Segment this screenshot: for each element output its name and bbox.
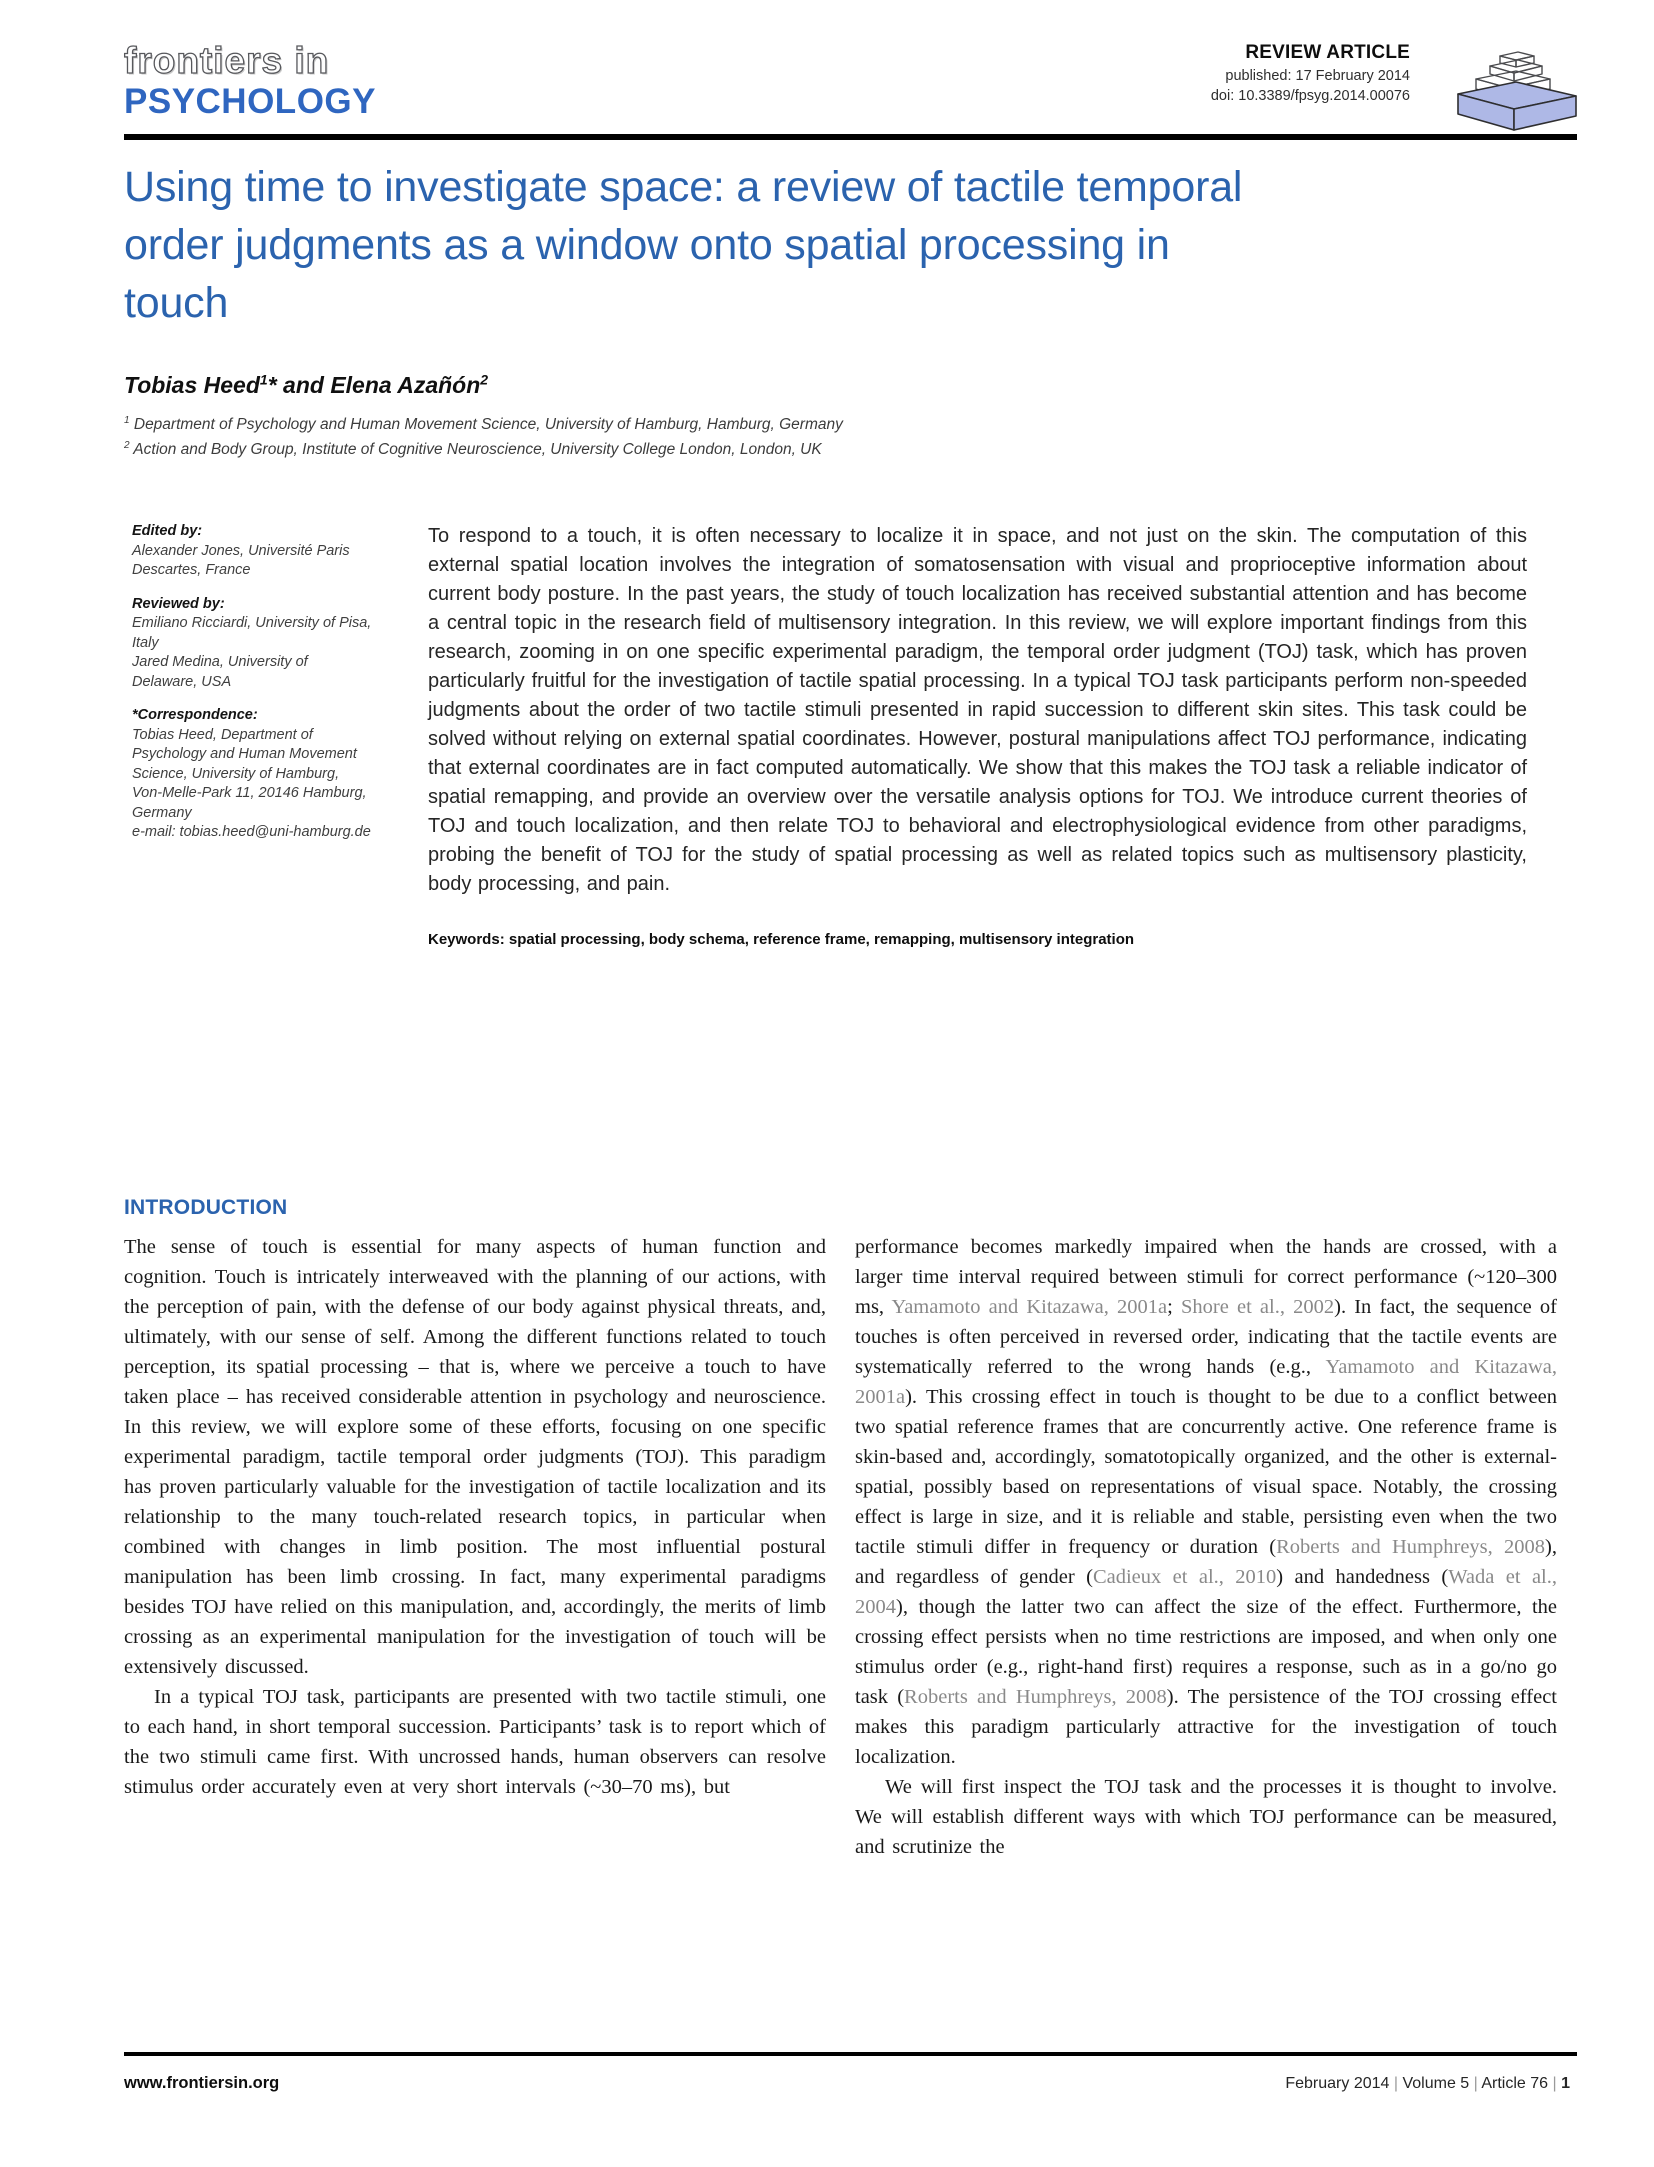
article-type-label: REVIEW ARTICLE	[1245, 42, 1410, 63]
affiliation-2: $^2$ Action and Body Group, Institute of Cognitive Neuroscience, University College London, London, UK	[124, 439, 822, 458]
title-line-1: Using time to investigate space: a review of tactile temporal	[124, 163, 1243, 211]
journal-brand	[124, 42, 376, 119]
edited-by-value: Alexander Jones, Université Paris Descartes, France	[132, 542, 350, 578]
citation-link[interactable]: Roberts and Humphreys, 2008	[1276, 1536, 1546, 1558]
edited-by-label: Edited by:	[132, 523, 203, 539]
email-link[interactable]: tobias.heed@uni-hamburg.de	[179, 824, 371, 840]
footer-rule	[124, 2052, 1577, 2056]
citation-link[interactable]: Roberts and Humphreys, 2008	[904, 1686, 1167, 1708]
correspondence-email-line	[132, 823, 372, 843]
affiliations	[124, 412, 843, 462]
intro-right-paragraph-2: We will first inspect the TOJ task and the processes it is thought to involve. We will establish different ways with which TOJ performance can be measured, and scrutinize the	[855, 1776, 1557, 1858]
intro-left-paragraph-2: In a typical TOJ task, participants are presented with two tactile stimuli, one to each hand, in short temporal succession. Participants’ task is to report which of the two stimuli came first. With uncrossed hands, human observers can resolve stimulus order accurately even at very short intervals (~30–70 ms), but	[124, 1686, 826, 1798]
frontiers-cubes-logo-icon	[1454, 50, 1580, 132]
reviewer-1: Emiliano Ricciardi, University of Pisa, Italy	[132, 615, 372, 651]
intro-right-paragraph-1: performance becomes markedly impaired when the hands are crossed, with a larger time interval required between stimuli for correct performance (~120–300 ms, Yamamoto and Kitazawa, 2001a; Shore et al., 2002). In fact, the sequence of touches is often perceived in reversed order, indicating that the tactile events are systematically referred to the wrong hands (e.g., Yamamoto and Kitazawa, 2001a). This crossing effect in touch is thought to be due to a conflict between two spatial reference frames that are concurrently active. One reference frame is skin-based and, accordingly, somatotopically organized, and the other is external-spatial, possibly based on representations of visual space. Notably, the crossing effect is large in size, and it is reliable and stable, persisting even when the two tactile stimuli differ in frequency or duration (Roberts and Humphreys, 2008), and regardless of gender (Cadieux et al., 2010) and handedness (Wada et al., 2004), though the latter two can affect the size of the effect. Furthermore, the crossing effect persists when no time restrictions are imposed, and when only one stimulus order (e.g., right-hand first) requires a response, such as in a go/no go task (Roberts and Humphreys, 2008). The persistence of the TOJ crossing effect makes this paradigm particularly attractive for the investigation of touch localization.	[855, 1236, 1557, 1768]
citation-link[interactable]: Cadieux et al., 2010	[1092, 1566, 1277, 1588]
title-line-2: order judgments as a window onto spatial processing in	[124, 221, 1170, 269]
published-date: published: 17 February 2014	[1225, 68, 1410, 84]
footer-site-link[interactable]: www.frontiersin.org	[124, 2074, 280, 2092]
citation-link[interactable]: Shore et al., 2002	[1181, 1296, 1335, 1318]
correspondence-address: Tobias Heed, Department of Psychology and Human Movement Science, University of Hamburg, Von-Melle-Park 11, 20146 Hamburg, Germany	[132, 726, 367, 821]
article-title	[124, 158, 1524, 332]
page-footer	[124, 2074, 1570, 2093]
email-label: e-mail:	[132, 824, 180, 840]
keywords-line: Keywords: spatial processing, body schema, reference frame, remapping, multisensory integration	[428, 931, 1135, 948]
editorial-sidebar	[132, 522, 372, 948]
affiliation-1: $^1$ Department of Psychology and Human Movement Science, University of Hamburg, Hamburg, Germany	[124, 414, 843, 433]
section-heading-introduction: INTRODUCTION	[124, 1196, 288, 1219]
header-rule	[124, 134, 1577, 140]
intro-right-column	[855, 1232, 1557, 1862]
abstract-column	[428, 522, 1527, 948]
abstract-text: To respond to a touch, it is often necessary to localize it in space, and not just on the skin. The computation of this external spatial location involves the integration of somatosensation with visual and proprioceptive information about current body posture. In the past years, the study of touch localization has received substantial attention and has become a central topic in the research field of multisensory integration. In this review, we will explore important findings from this research, zooming in on one specific experimental paradigm, the temporal order judgment (TOJ) task, which has proven particularly fruitful for the investigation of tactile spatial processing. In a typical TOJ task participants perform non-speeded judgments about the order of two tactile stimuli presented in rapid succession to different skin sites. This task could be solved without relying on external spatial coordinates. However, postural manipulations affect TOJ performance, indicating that external coordinates are in fact computed automatically. We show that this makes the TOJ task a reliable indicator of spatial remapping, and provide an overview over the versatile analysis options for TOJ. We introduce current theories of TOJ and touch localization, and then relate TOJ to behavioral and electrophysiological evidence from other paradigms, probing the benefit of TOJ for the study of spatial processing as well as related topics such as multisensory plasticity, body processing, and pain.	[428, 525, 1527, 895]
brand-frontiers-in: frontiers in	[124, 40, 330, 81]
intro-left-column	[124, 1232, 826, 1862]
reviewed-by-label: Reviewed by:	[132, 595, 225, 612]
reviewer-2: Jared Medina, University of Delaware, USA	[132, 654, 308, 690]
citation-link[interactable]: Yamamoto and Kitazawa, 2001a	[891, 1296, 1168, 1318]
authors-line: Tobias Heed$^1$* and Elena Azañón$^2$	[124, 371, 489, 398]
doi-link[interactable]: doi: 10.3389/fpsyg.2014.00076	[1210, 88, 1410, 104]
intro-left-paragraph-1: The sense of touch is essential for many aspects of human function and cognition. Touch is intricately interweaved with the planning of our actions, with the perception of pain, with the defense of our body against physical threats, and, ultimately, with our sense of self. Among the different functions related to touch perception, its spatial processing – that is, where we perceive a touch to have taken place – has received considerable attention in psychology and neuroscience. In this review, we will explore some of these efforts, focusing on one specific experimental paradigm, tactile temporal order judgments (TOJ). This paradigm has proven particularly valuable for the investigation of tactile localization and its relationship to the many touch-related research topics, in particular when combined with changes in limb position. The most influential postural manipulation has been limb crossing. In fact, many experimental paradigms besides TOJ have relied on this manipulation, and, accordingly, the merits of limb crossing as an experimental manipulation for the investigation of touch will be extensively discussed.	[124, 1236, 826, 1678]
brand-psychology: PSYCHOLOGY	[124, 82, 376, 121]
introduction-section	[124, 1196, 1557, 1862]
publication-info	[1211, 42, 1410, 104]
footer-issue-info: February 2014 | Volume 5 | Article 76 | 1	[1285, 2075, 1570, 2092]
citation-link[interactable]: Wada et al., 2004	[855, 1566, 1557, 1618]
correspondence-label: *Correspondence:	[132, 707, 258, 723]
title-line-3: touch	[124, 279, 229, 327]
abstract-block	[132, 522, 1532, 948]
citation-link[interactable]: Yamamoto and Kitazawa, 2001a	[855, 1356, 1557, 1408]
